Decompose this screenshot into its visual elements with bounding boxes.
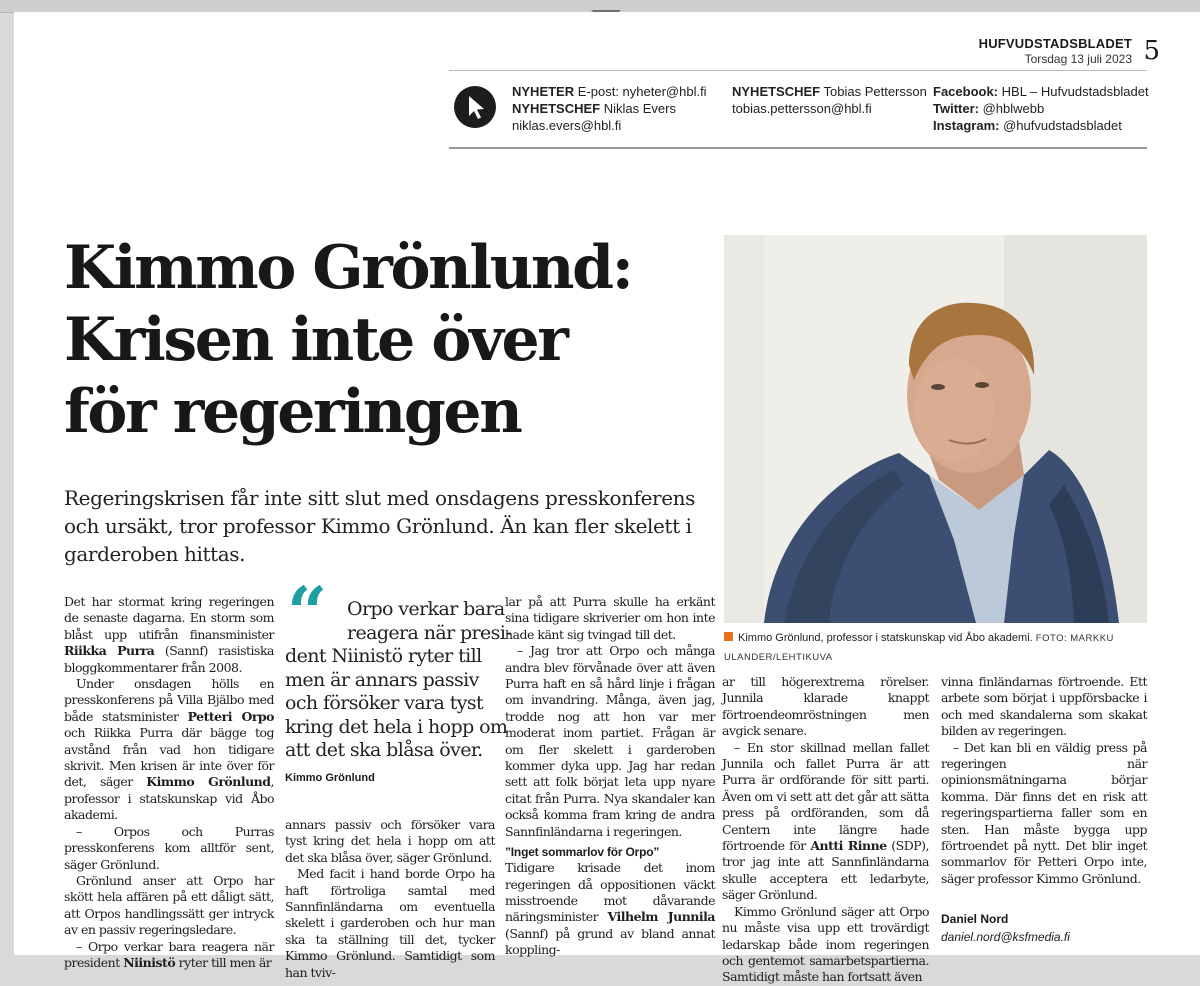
pull-quote-line: men är annars passiv (285, 668, 479, 691)
portrait-photo (724, 235, 1147, 623)
pull-quote-line: dent Niinistö ryter till (285, 645, 482, 667)
pull-quote-line: och försöker vara tyst (285, 692, 484, 714)
body-column-1 (64, 594, 274, 971)
chief2-email[interactable]: tobias.pettersson@hbl.fi (732, 101, 872, 116)
paragraph: ar till högerextrema rörelser. Junnila klarade knappt förtroendeomröstningen men avgick senare. (722, 674, 929, 739)
caption-marker-icon (724, 632, 733, 641)
paragraph: – Jag tror att Orpo och många andra blev förvånade över att även Purra haft en så hård linje i frågan om invandring. Många, även jag, trodde nog att hon var mer moderat inom partiet. Frågan är om fler skelett i garderoben kommer dyka upp. Jag har redan sett att folk börjat leta upp nyare citat från Purra. Nya skandaler kan också komma fram kring de andra Sannfinländarna i regeringen. (505, 643, 715, 839)
paragraph: Med facit i hand borde Orpo ha haft förtroliga samtal med Sannfinländarna om eventuella skelett i garderoben och hur man ska ta ställning till det, tycker Kimmo Grönlund. Samtidigt som han tviv- (285, 866, 495, 980)
chief2-label: NYHETSCHEF (732, 84, 821, 99)
paragraph: – Orpos och Purras presskonferens kom alltför sent, säger Grönlund. (64, 823, 274, 872)
paragraph: Tidigare krisade det inom regeringen då oppositionen väckt misstroende mot dåvarande näringsminister Vilhelm Junnila (Sannf) på grund av bland annat koppling- (505, 860, 715, 958)
nyheter-label: NYHETER (512, 84, 575, 99)
body-column-3 (505, 594, 715, 959)
contact-block-chief2 (732, 83, 927, 117)
pull-quote-line: reagera när presi- (347, 621, 512, 644)
twitter-value: @hblwebb (982, 101, 1045, 116)
body-column-5 (941, 674, 1147, 887)
chief1-label: NYHETSCHEF (512, 101, 601, 116)
chief2-name: Tobias Pettersson (823, 84, 927, 99)
paragraph: – En stor skillnad mellan fallet Junnila och fallet Purra är att Purra är ordförande för sitt parti. Även om vi sett att det går att sätta press på ordföranden, som då Centern inte längre hade förtroende för Antti Rinne (SDP), tror jag inte att Sannfinländarna skulle acceptera ett ledarbyte, säger Grönlund. (722, 739, 930, 903)
facebook-label: Facebook: (933, 84, 999, 99)
paragraph: Under onsdagen hölls en presskonferens på Villa Bjälbo med både statsminister Petteri Orpo och Riikka Purra där bägge tog avstånd från vad hon tidigare skrivit. Men krisen är inte över för det, säger Kimmo Grönlund, professor i statskunskap vid Åbo akademi. (64, 676, 274, 823)
byline-email[interactable]: daniel.nord@ksfmedia.fi (941, 930, 1070, 944)
contact-block-social (933, 83, 1149, 134)
body-column-2 (285, 817, 495, 981)
paragraph: Grönlund anser att Orpo har skött hela affären på ett dåligt sätt, att Orpos handlingssätt ger intryck av en passiv regeringsledare. (64, 872, 274, 938)
cursor-logo-icon (454, 86, 496, 128)
masthead-rule (449, 70, 1147, 71)
headline (64, 232, 704, 448)
page-number: 5 (1143, 36, 1160, 66)
paper-date: Torsdag 13 juli 2023 (1024, 52, 1132, 66)
instagram-value: @hufvudstadsbladet (1003, 118, 1122, 133)
photo-caption (724, 629, 1149, 667)
instagram-label: Instagram: (933, 118, 1000, 133)
newspaper-page (14, 12, 1200, 985)
header-divider (449, 147, 1147, 149)
photo-credit: FOTO: MARKKU ULANDER/LEHTIKUVA (724, 633, 1114, 663)
pull-quote (285, 598, 512, 763)
byline-name: Daniel Nord (941, 912, 1009, 926)
paragraph: lar på att Purra skulle ha erkänt sina tidigare skriverier om hon inte hade känt sig tvingad till det. (505, 594, 715, 642)
twitter-label: Twitter: (933, 101, 979, 116)
chief1-email[interactable]: niklas.evers@hbl.fi (512, 118, 622, 133)
paper-name: HUFVUDSTADSBLADET (978, 36, 1132, 51)
chief1-name: Niklas Evers (603, 101, 676, 116)
pull-quote-author: Kimmo Grönlund (285, 772, 375, 784)
headline-line-3: för regeringen (64, 377, 521, 447)
pull-quote-line: att det ska blåsa över. (285, 739, 483, 761)
headline-line-1: Kimmo Grönlund: (64, 233, 632, 303)
paragraph: Det har stormat kring regeringen de senaste dagarna. En storm som blåst upp utifrån finansminister Riikka Purra (Sannf) rasistiska bloggkommentarer från 2008. (64, 594, 274, 675)
paragraph: annars passiv och försöker vara tyst kring det hela i hopp om att det ska blåsa över, säger Grönlund. (285, 817, 495, 865)
byline (941, 910, 1070, 946)
pull-quote-line: Orpo verkar bara (347, 598, 505, 620)
contact-block-news (512, 83, 707, 134)
paragraph: – Orpo verkar bara reagera när president Niinistö ryter till men är (64, 938, 274, 970)
ingress: Regeringskrisen får inte sitt slut med onsdagens presskonferens och ursäkt, tror professor Kimmo Grönlund. Än kan fler skelett i garderoben hittas. (64, 486, 695, 566)
caption-text: Kimmo Grönlund, professor i statskunskap vid Åbo akademi. (738, 632, 1033, 644)
facebook-value: HBL – Hufvudstadsbladet (1001, 84, 1149, 99)
paragraph: – Det kan bli en väldig press på regeringen när opinionsmätningarna börjar komma. Där finns det en risk att regeringspartierna faller som en sten. Han måste bygga upp förtroendet på nytt. Det blir inget sommarlov för Petteri Orpo inte, säger professor Kimmo Grönlund. (941, 739, 1147, 886)
paragraph: vinna finländarnas förtroende. Ett arbete som börjat i uppförsbacke i och med skandalerna som skakat bilden av regeringen. (941, 674, 1147, 739)
quote-mark-icon: “ (287, 571, 322, 654)
nyheter-email[interactable]: E-post: nyheter@hbl.fi (577, 84, 707, 99)
paragraph: Kimmo Grönlund säger att Orpo nu måste visa upp ett trovärdigt ledarskap både inom regeringen och gentemot samarbetspartierna. Samtidigt måste han fortsatt även (722, 903, 929, 985)
subheading: ”Inget sommarlov för Orpo” (505, 845, 660, 860)
pull-quote-line: kring det hela i hopp om (285, 715, 508, 738)
headline-line-2: Krisen inte över (64, 305, 567, 375)
body-column-4 (722, 674, 929, 986)
